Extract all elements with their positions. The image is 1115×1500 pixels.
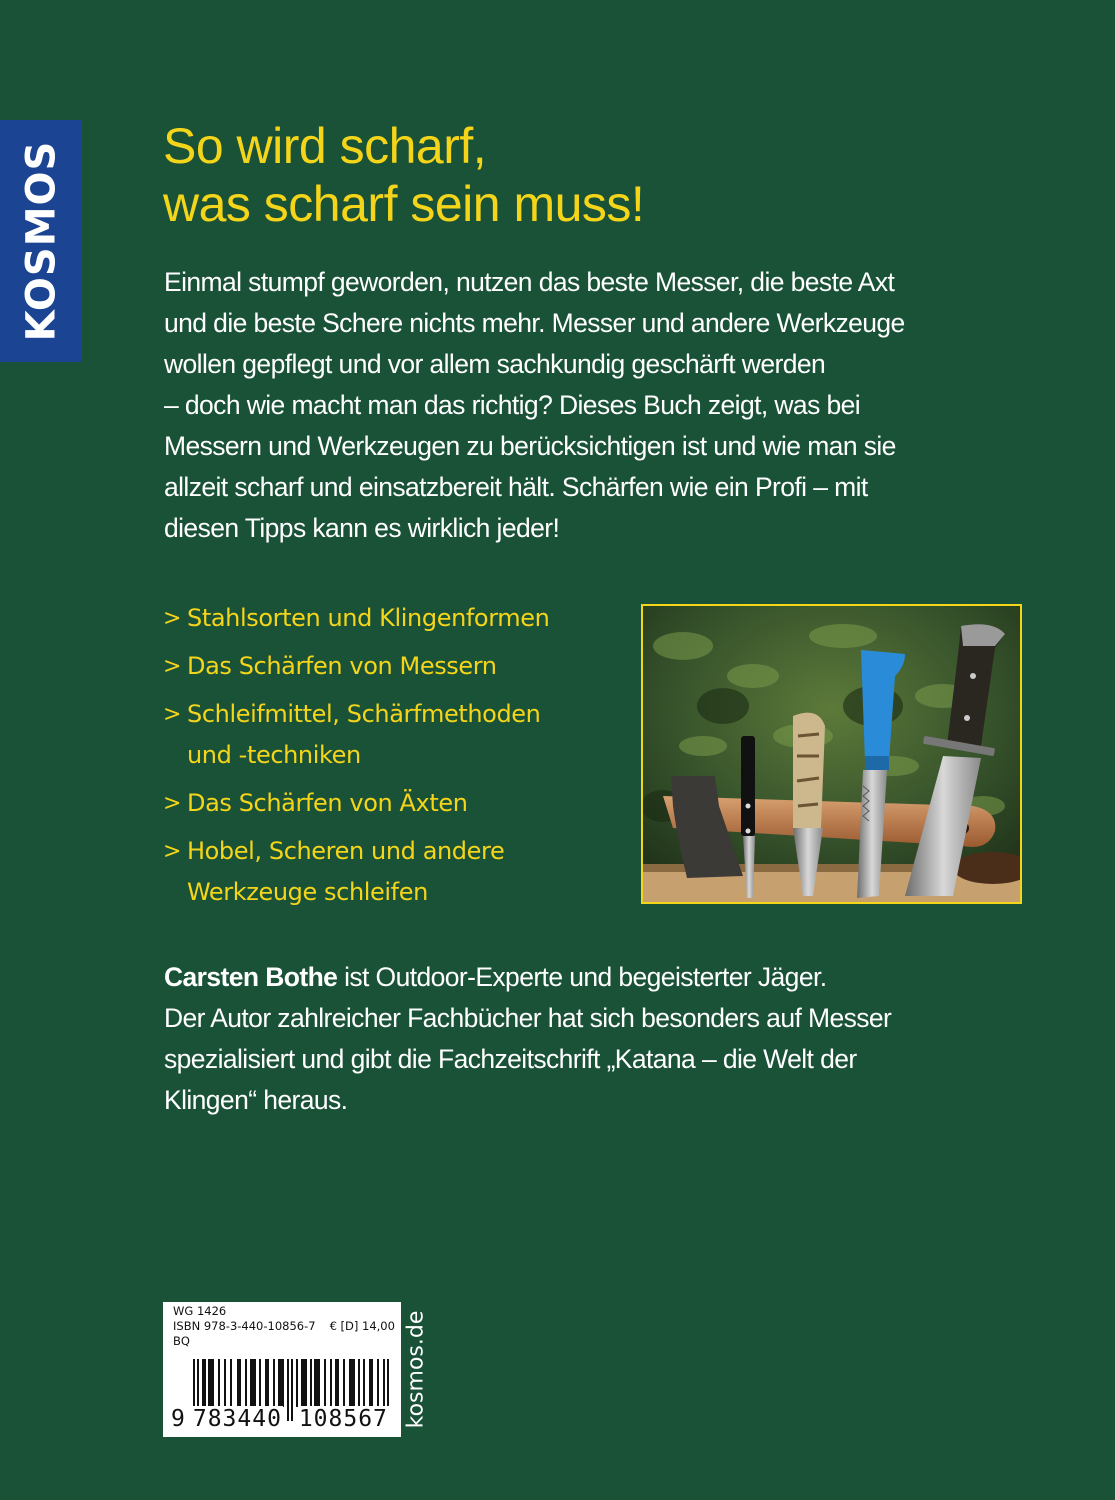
- chevron-right-icon: >: [163, 839, 182, 864]
- intro-line: und die beste Schere nichts mehr. Messer und andere Werkzeuge: [164, 308, 905, 338]
- topic-item: [163, 598, 633, 639]
- author-bio-line: spezialisiert und gibt die Fachzeitschrift „Katana – die Welt der: [164, 1044, 857, 1074]
- topic-item: [163, 646, 633, 687]
- author-bio-line-1: [164, 957, 1044, 998]
- barcode-code: BQ: [173, 1334, 190, 1348]
- barcode-label: [163, 1302, 401, 1437]
- intro-line: Messern und Werkzeugen zu berücksichtigen ist und wie man sie: [164, 431, 896, 461]
- author-bio-line: Klingen“ heraus.: [164, 1085, 348, 1115]
- topic-label-continued: Werkzeuge schleifen: [187, 878, 428, 906]
- topic-item: [163, 783, 633, 824]
- barcode-lead-digit: 9: [171, 1406, 186, 1432]
- knives-photo-illustration: [643, 606, 1020, 902]
- author-bio-text: ist Outdoor-Experte und begeisterter Jäger.: [337, 962, 827, 992]
- topic-label: Hobel, Scheren und andere: [187, 837, 505, 865]
- publisher-website-text: kosmos.de: [403, 1310, 429, 1429]
- topic-label: Schleifmittel, Schärfmethoden: [187, 700, 541, 728]
- barcode-digit-group-1: 783440: [192, 1406, 282, 1432]
- topics-list: [163, 598, 633, 920]
- headline: [163, 117, 644, 233]
- product-group-code: WG 1426: [173, 1304, 227, 1318]
- topic-label: Das Schärfen von Äxten: [187, 789, 468, 817]
- author-bio-line: Der Autor zahlreicher Fachbücher hat sich besonders auf Messer: [164, 1003, 892, 1033]
- publisher-website: [403, 1302, 429, 1437]
- chevron-right-icon: >: [163, 791, 182, 816]
- topic-item: [163, 831, 633, 913]
- intro-line: Einmal stumpf geworden, nutzen das beste Messer, die beste Axt: [164, 267, 895, 297]
- publisher-logo: [0, 120, 82, 362]
- author-bio: [164, 957, 1044, 1121]
- publisher-logo-text: KOSMOS: [18, 140, 65, 342]
- author-name: Carsten Bothe: [164, 962, 338, 992]
- barcode-meta: [173, 1304, 395, 1349]
- intro-line: diesen Tipps kann es wirklich jeder!: [164, 513, 560, 543]
- topic-label-continued: und -techniken: [187, 741, 361, 769]
- intro-line: allzeit scharf und einsatzbereit hält. Schärfen wie ein Profi – mit: [164, 472, 868, 502]
- barcode-digit-group-2: 108567: [298, 1406, 388, 1432]
- topic-label: Das Schärfen von Messern: [187, 652, 497, 680]
- chevron-right-icon: >: [163, 654, 182, 679]
- intro-line: wollen gepflegt und vor allem sachkundig geschärft werden: [164, 349, 826, 379]
- price: € [D] 14,00: [329, 1319, 395, 1333]
- headline-line-1: So wird scharf,: [163, 118, 487, 174]
- chevron-right-icon: >: [163, 702, 182, 727]
- intro-line: – doch wie macht man das richtig? Dieses Buch zeigt, was bei: [164, 390, 861, 420]
- headline-line-2: was scharf sein muss!: [163, 176, 645, 232]
- intro-paragraph: [164, 262, 1044, 549]
- knives-photo: [641, 604, 1022, 904]
- chevron-right-icon: >: [163, 606, 182, 631]
- barcode-digits: [171, 1406, 389, 1432]
- isbn-price-line: [173, 1319, 395, 1334]
- topic-item: [163, 694, 633, 776]
- isbn-number: ISBN 978-3-440-10856-7: [173, 1319, 316, 1333]
- topic-label: Stahlsorten und Klingenformen: [187, 604, 550, 632]
